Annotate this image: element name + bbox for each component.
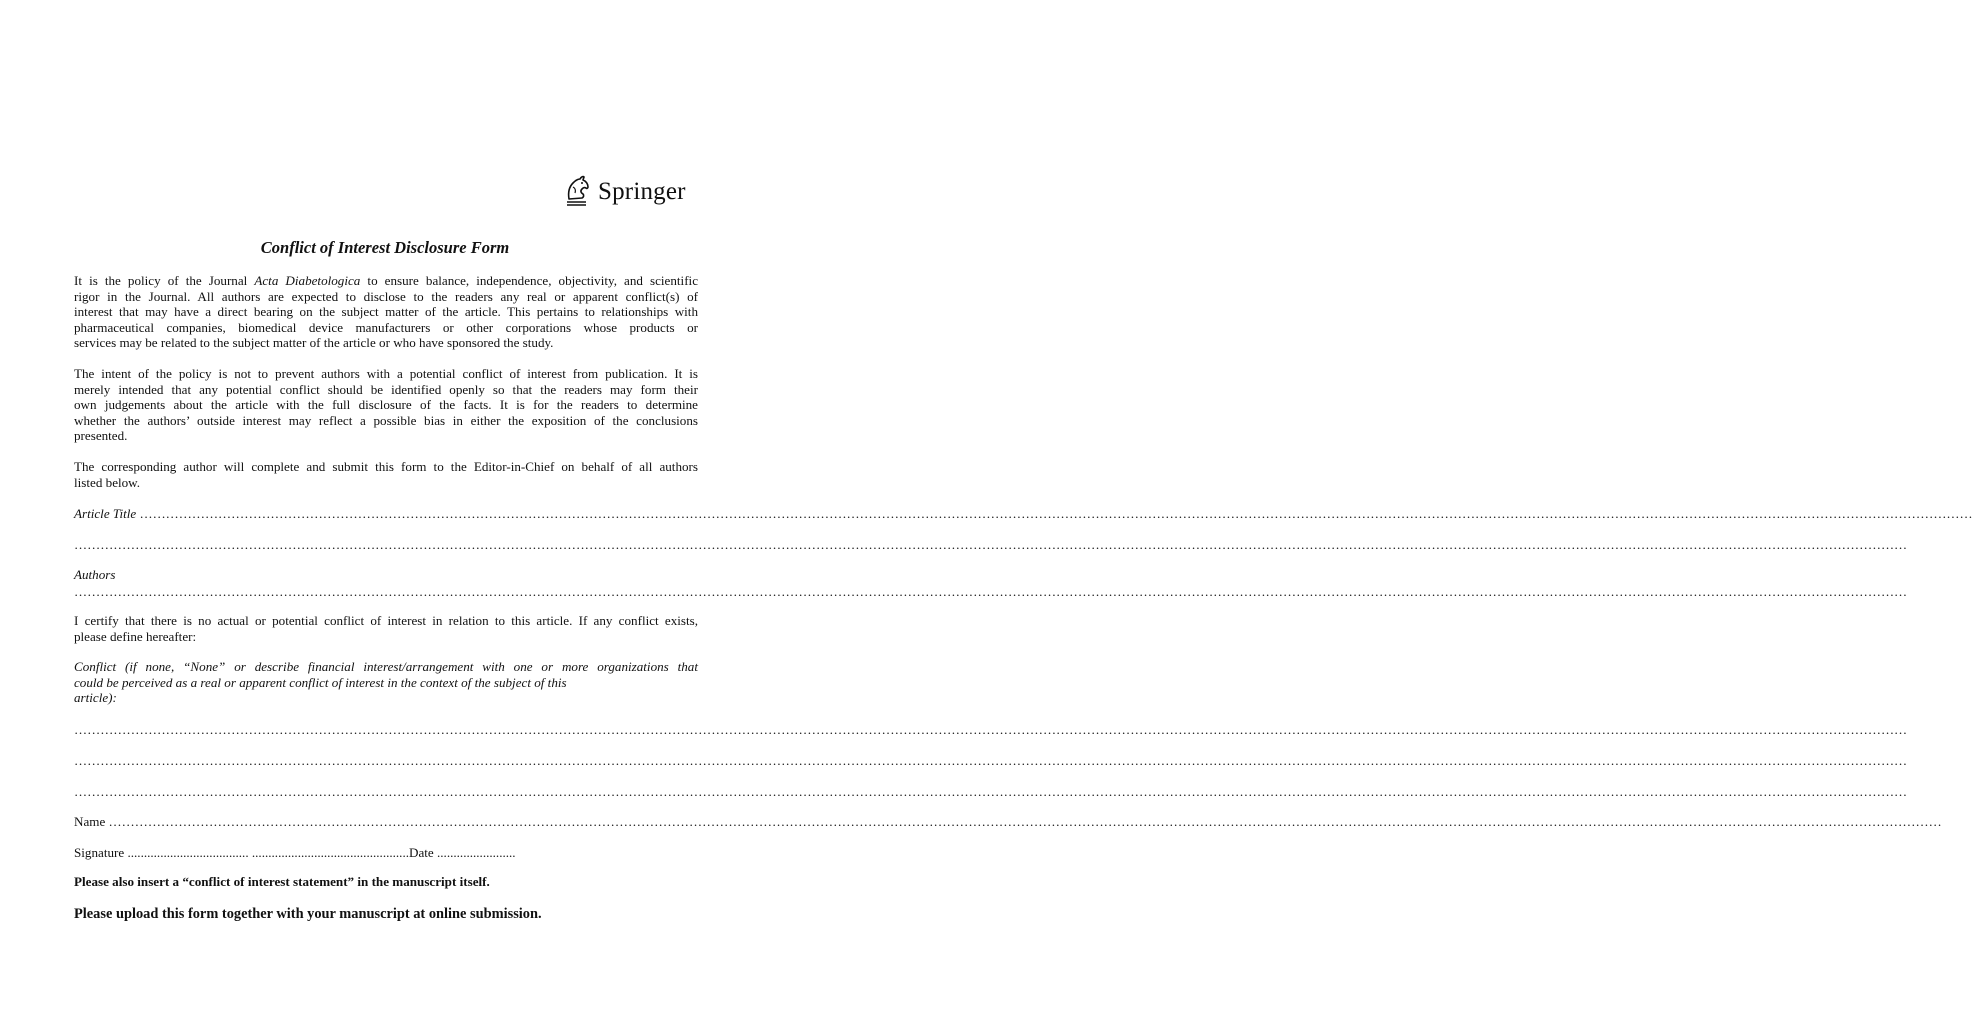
paragraph-line: article): <box>74 690 117 705</box>
paragraph-line: own judgements about the article with the full disclosure of the facts. It is for the readers to determine <box>74 397 698 412</box>
paragraph-line: listed below. <box>74 474 141 490</box>
policy-paragraph <box>74 273 698 351</box>
paragraph-line: pharmaceutical companies, biomedical device manufacturers or other corporations whose products or <box>74 319 698 335</box>
conflict-field-line-3[interactable]: …………………………………………………………………………………………………………………………………………………………………………………………………………………………………………………………………………………………………………………………………………………………………………………… <box>74 784 1908 799</box>
article-title-label: Article Title <box>74 506 137 521</box>
signature-field[interactable]: ..................................... <box>127 845 249 860</box>
paragraph-line: please define hereafter: <box>74 628 197 644</box>
date-field[interactable]: ........................ <box>437 845 516 860</box>
name-label: Name <box>74 814 106 829</box>
authors-field[interactable]: …………………………………………………………………………………………………………………………………………………………………………………………………………………………………………………………………………………………………………………………………………………………………………………… <box>74 584 1908 599</box>
intent-paragraph <box>74 366 698 444</box>
conflict-instructions <box>74 659 698 706</box>
paragraph-line: services may be related to the subject matter of the article or who have sponsored the study. <box>74 335 554 350</box>
corresponding-author-paragraph <box>74 459 698 490</box>
springer-logo-text: Springer <box>598 178 686 205</box>
paragraph-line: interest that may have a direct bearing on the subject matter of the article. This pertains to relationships with <box>74 304 698 319</box>
paragraph-line: presented. <box>74 428 128 443</box>
authors-label: Authors <box>74 567 116 582</box>
springer-logo <box>562 172 686 212</box>
form-title: Conflict of Interest Disclosure Form <box>260 238 510 257</box>
article-title-field[interactable]: Article Title …………………………………………………………………………………………………………………………………………………………………………………………………………………………………………………………………………………………………………………………………………………………………………………… <box>74 506 1973 521</box>
statement-note: Please also insert a “conflict of interest statement” in the manuscript itself. <box>74 874 490 889</box>
paragraph-line: merely intended that any potential conflict should be identified openly so that the readers may form their <box>74 381 698 397</box>
certify-paragraph <box>74 613 698 644</box>
signature-label: Signature <box>74 845 125 860</box>
paragraph-line: The corresponding author will complete and submit this form to the Editor-in-Chief on behalf of all authors <box>74 459 698 474</box>
paragraph-line: rigor in the Journal. All authors are expected to disclose to the readers any real or apparent conflict(s) of <box>74 288 698 304</box>
name-field[interactable]: Name …………………………………………………………………………………………………………………………………………………………………………………………………………………………………………………………………………………………………………………………………………………………………………………… <box>74 814 1942 829</box>
conflict-field-line-1[interactable]: …………………………………………………………………………………………………………………………………………………………………………………………………………………………………………………………………………………………………………………………………………………………………………………… <box>74 722 1908 737</box>
upload-note: Please upload this form together with your manuscript at online submission. <box>74 906 542 922</box>
paragraph-line: whether the authors’ outside interest may reflect a possible bias in either the exposition of the conclusions <box>74 412 698 428</box>
springer-horse-icon <box>562 175 592 209</box>
date-label: Date <box>409 845 434 860</box>
signature-date-row <box>74 845 698 861</box>
paragraph-line: I certify that there is no actual or potential conflict of interest in relation to this article. If any conflict exists, <box>74 613 698 628</box>
paragraph-line: It is the policy of the Journal Acta Diabetologica to ensure balance, independence, objectivity, and scientific <box>74 273 698 288</box>
article-title-line-2[interactable]: …………………………………………………………………………………………………………………………………………………………………………………………………………………………………………………………………………………………………………………………………………………………………………………… <box>74 537 1908 552</box>
conflict-field-line-2[interactable]: …………………………………………………………………………………………………………………………………………………………………………………………………………………………………………………………………………………………………………………………………………………………………………………… <box>74 753 1908 768</box>
signature-field-2[interactable]: ................................................ <box>251 845 409 860</box>
authors-label-row <box>74 567 698 583</box>
paragraph-line: The intent of the policy is not to prevent authors with a potential conflict of interest from publication. It is <box>74 366 698 381</box>
paragraph-line: could be perceived as a real or apparent conflict of interest in the context of the subject of this <box>74 674 567 690</box>
paragraph-line: Conflict (if none, “None” or describe financial interest/arrangement with one or more organizations that <box>74 659 698 674</box>
